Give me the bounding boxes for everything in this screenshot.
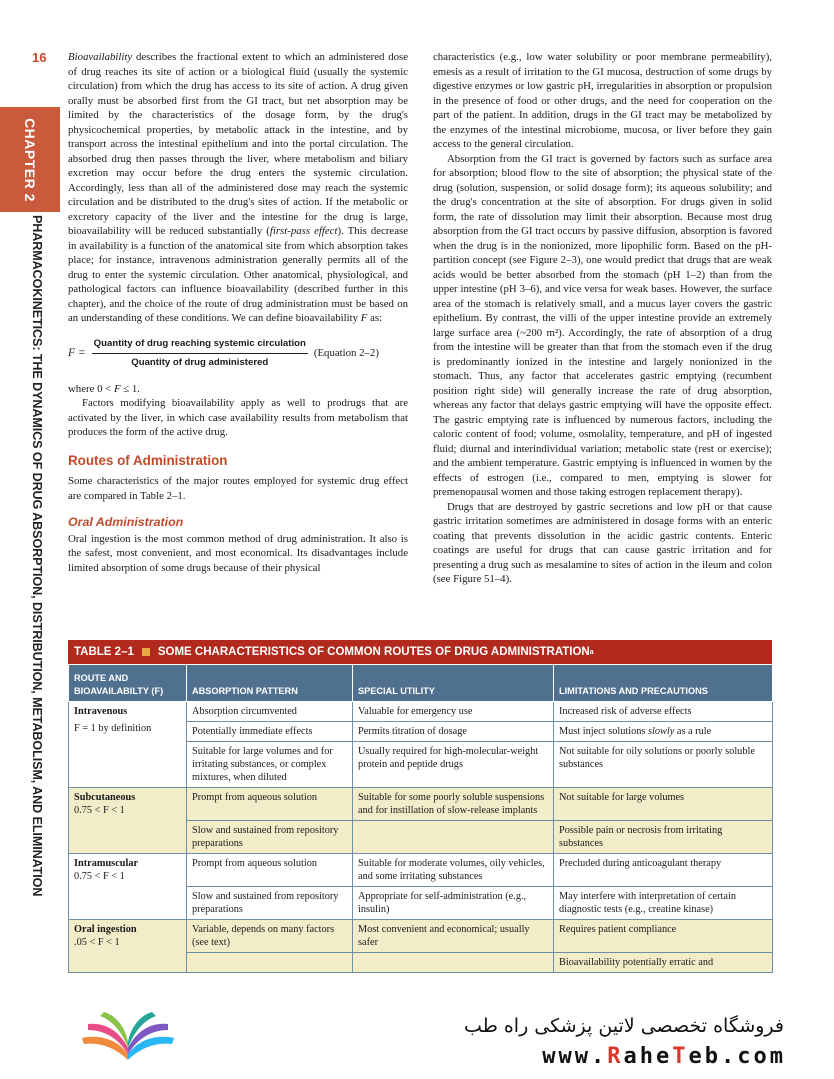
table-cell: Prompt from aqueous solution xyxy=(187,788,353,821)
header-route: ROUTE AND BIOAVAILABILTY (F) xyxy=(69,665,187,702)
table-cell: Bioavailability potentially erratic and xyxy=(554,953,773,973)
bioavailability-equation xyxy=(68,336,408,372)
header-utility: SPECIAL UTILITY xyxy=(353,665,554,702)
bioavailability-paragraph: Bioavailability describes the fractional extent to which an administered dose of drug reaches its site of action or a biological fluid (usually the systemic circulation) from which the drug has access to its site of action. A drug given orally must be absorbed first from the GI tract, but net absorption may be limited by the characteristics of the dosage form, by the drug's physicochemical properties, by metabolic attack in the intestine, and by transport across the intestinal epithelium and into the portal circulation. The absorbed drug then passes through the liver, where metabolism and biliary excretion may occur before the drug enters the systemic circulation. Accordingly, less than all of the administered dose may reach the systemic circulation and be distributed to the drug's sites of action. If the metabolic or excretory capacity of the liver and the intestine for the drug is large, bioavailability will be reduced substantially (first-pass effect). This decrease in availability is a function of the anatomical site from which absorption takes place; for instance, intravenous administration generally permits all of the drug to enter the systemic circulation. Other anatomical, physiological, and pathological factors can influence bioavailability (described further in this chapter), and the choice of the route of drug administration must be based on an understanding of these conditions. We can define bioavailability F as: xyxy=(68,51,408,324)
equation-fraction xyxy=(92,337,308,371)
table-cell: Appropriate for self-administration (e.g., insulin) xyxy=(353,887,554,920)
table-cell: Variable, depends on many factors (see text) xyxy=(187,920,353,953)
table-cell: Most convenient and economical; usually safer xyxy=(353,920,554,953)
table-cell: Potentially immediate effects xyxy=(187,722,353,742)
where-clause: where 0 < F ≤ 1. xyxy=(68,382,140,395)
route-cell-oral xyxy=(69,920,187,973)
oral-continued-paragraph: characteristics (e.g., low water solubility or poor membrane permeability), emesis as a result of irritation to the GI mucosa, destruction of some drugs by digestive enzymes or low gastric pH, irregularities in absorption or propulsion in the presence of food or other drugs, and the need for cooperation on the part of the patient. In addition, drugs in the GI tract may be metabolized by the enzymes of the intestinal microbiome, mucosa, or liver before they gain access to the general circulation. xyxy=(433,51,772,150)
route-cell-intravenous xyxy=(69,702,187,788)
right-column xyxy=(433,50,772,587)
route-name: Subcutaneous xyxy=(74,792,136,803)
table-row xyxy=(69,854,773,887)
routes-heading: Routes of Administration xyxy=(68,452,228,468)
table-cell: Slow and sustained from repository preparations xyxy=(187,887,353,920)
table-cell: Slow and sustained from repository preparations xyxy=(187,821,353,854)
oral-administration-heading: Oral Administration xyxy=(68,515,184,529)
table-row xyxy=(69,788,773,821)
table-cell: Increased risk of adverse effects xyxy=(554,702,773,722)
equation-label: (Equation 2–2) xyxy=(313,347,379,360)
store-name: فروشگاه تخصصی لاتین پزشکی راه طب xyxy=(464,1015,784,1037)
website-url: www.RaheTeb.com xyxy=(542,1044,786,1069)
table-row xyxy=(69,920,773,953)
equation-denominator: Quantity of drug administered xyxy=(131,357,269,368)
route-name: Intramuscular xyxy=(74,858,139,869)
route-name: Intravenous xyxy=(74,706,128,717)
table-cell: Suitable for some poorly soluble suspensions and for instillation of slow-release implants xyxy=(353,788,554,821)
enteric-coating-paragraph: Drugs that are destroyed by gastric secretions and low pH or that cause gastric irritation sometimes are administered in dosage forms with an enteric coating that prevents dissolution in the acidic gastric contents. Enteric coatings are useful for drugs that can cause gastric irritation and for presenting a drug such as mesalamine to sites of action in the ileum and colon (see Figure 51–4). xyxy=(433,500,772,585)
square-icon xyxy=(142,648,150,656)
equation-variable: F = xyxy=(68,347,86,360)
routes-table xyxy=(68,640,772,973)
table-title: SOME CHARACTERISTICS OF COMMON ROUTES OF DRUG ADMINISTRATION xyxy=(157,646,590,658)
left-column xyxy=(68,50,408,575)
table-label: TABLE 2–1 xyxy=(74,646,134,658)
open-book-logo-icon xyxy=(78,1008,178,1070)
table-cell: Not suitable for large volumes xyxy=(554,788,773,821)
route-cell-intramuscular xyxy=(69,854,187,920)
route-name: Oral ingestion xyxy=(74,924,137,935)
prodrug-paragraph: Factors modifying bioavailability apply as well to prodrugs that are activated by the liver, in which case availability results from metabolism that produces the form of the active drug. xyxy=(68,397,408,438)
bioavailability-value: F = 1 by definition xyxy=(74,723,152,734)
table-footnote-mark: a xyxy=(589,648,594,656)
routes-data-table xyxy=(68,664,773,973)
header-absorption: ABSORPTION PATTERN xyxy=(187,665,353,702)
gi-absorption-paragraph: Absorption from the GI tract is governed by factors such as surface area for absorption; blood flow to the site of absorption; the physical state of the drug (solution, suspension, or solid dosage form); its aqueous solubility; and the drug's concentration at the site of absorption. For drugs given in solid form, the rate of dissolution may limit their absorption. Because most drug absorption from the GI tract occurs by passive diffusion, absorption is favored when the drug is in the nonionized, more lipophilic form. Based on the pH-partition concept (see Figure 2–3), one would predict that drugs that are weak acids would be better absorbed from the stomach (pH 1–2) than from the upper intestine (pH 3–6), and vice versa for weak bases. However, the surface area of the stomach is relatively small, and a mucus layer covers the gastric epithelium. By contrast, the villi of the upper intestine provide an extremely large surface area (~200 m²). Accordingly, the rate of absorption of a drug from the intestine will be greater than that from the stomach even if the drug is predominantly ionized in the intestine and largely nonionized in the stomach. Thus, any factor that accelerates gastric emptying (recumbent position right side) will generally increase the rate of drug absorption, whereas any factor that delays gastric emptying will have the opposite effect. The gastric emptying rate is influenced by numerous factors, including the caloric content of food; volume, osmolality, temperature, and pH of ingested fluid; diurnal and interindividual variation; metabolic state (rest or exercise); and the ambient temperature. Gastric emptying is influenced in women by the effects of estrogen (i.e., compared to men, emptying is slower for premenopausal women and those taking estrogen replacement therapy). xyxy=(433,152,772,498)
routes-paragraph: Some characteristics of the major routes employed for systemic drug effect are compared in Table 2–1. xyxy=(68,475,408,502)
chapter-tab-label: CHAPTER 2 xyxy=(22,118,38,202)
table-cell xyxy=(353,953,554,973)
table-cell: Prompt from aqueous solution xyxy=(187,854,353,887)
header-limitations: LIMITATIONS AND PRECAUTIONS xyxy=(554,665,773,702)
table-cell: Usually required for high-molecular-weight protein and peptide drugs xyxy=(353,742,554,788)
table-title-bar xyxy=(68,640,772,664)
table-cell: Not suitable for oily solutions or poorly soluble substances xyxy=(554,742,773,788)
table-cell: May interfere with interpretation of certain diagnostic tests (e.g., creatine kinase) xyxy=(554,887,773,920)
table-row xyxy=(69,702,773,722)
table-cell: Possible pain or necrosis from irritating substances xyxy=(554,821,773,854)
equation-numerator: Quantity of drug reaching systemic circulation xyxy=(92,337,308,355)
oral-paragraph: Oral ingestion is the most common method of drug administration. It also is the safest, most convenient, and most economical. Its disadvantages include limited absorption of some drugs because of their physical xyxy=(68,532,408,574)
table-cell: Absorption circumvented xyxy=(187,702,353,722)
bioavailability-value: 0.75 < F < 1 xyxy=(74,871,125,882)
bioavailability-value: 0.75 < F < 1 xyxy=(74,805,125,816)
table-cell: Must inject solutions slowly as a rule xyxy=(554,722,773,742)
table-cell: Precluded during anticoagulant therapy xyxy=(554,854,773,887)
chapter-title-text: PHARMACOKINETICS: THE DYNAMICS OF DRUG ABSORPTION, DISTRIBUTION, METABOLISM, AND ELIMINATION xyxy=(30,215,44,897)
bioavailability-value: .05 < F < 1 xyxy=(74,937,120,948)
table-cell: Valuable for emergency use xyxy=(353,702,554,722)
table-cell: Permits titration of dosage xyxy=(353,722,554,742)
table-cell xyxy=(187,953,353,973)
page-number: 16 xyxy=(32,50,47,65)
route-cell-subcutaneous xyxy=(69,788,187,854)
table-cell xyxy=(353,821,554,854)
table-cell: Requires patient compliance xyxy=(554,920,773,953)
table-cell: Suitable for large volumes and for irritating substances, or complex mixtures, when diluted xyxy=(187,742,353,788)
chapter-running-title xyxy=(30,215,44,910)
table-cell: Suitable for moderate volumes, oily vehicles, and some irritating substances xyxy=(353,854,554,887)
